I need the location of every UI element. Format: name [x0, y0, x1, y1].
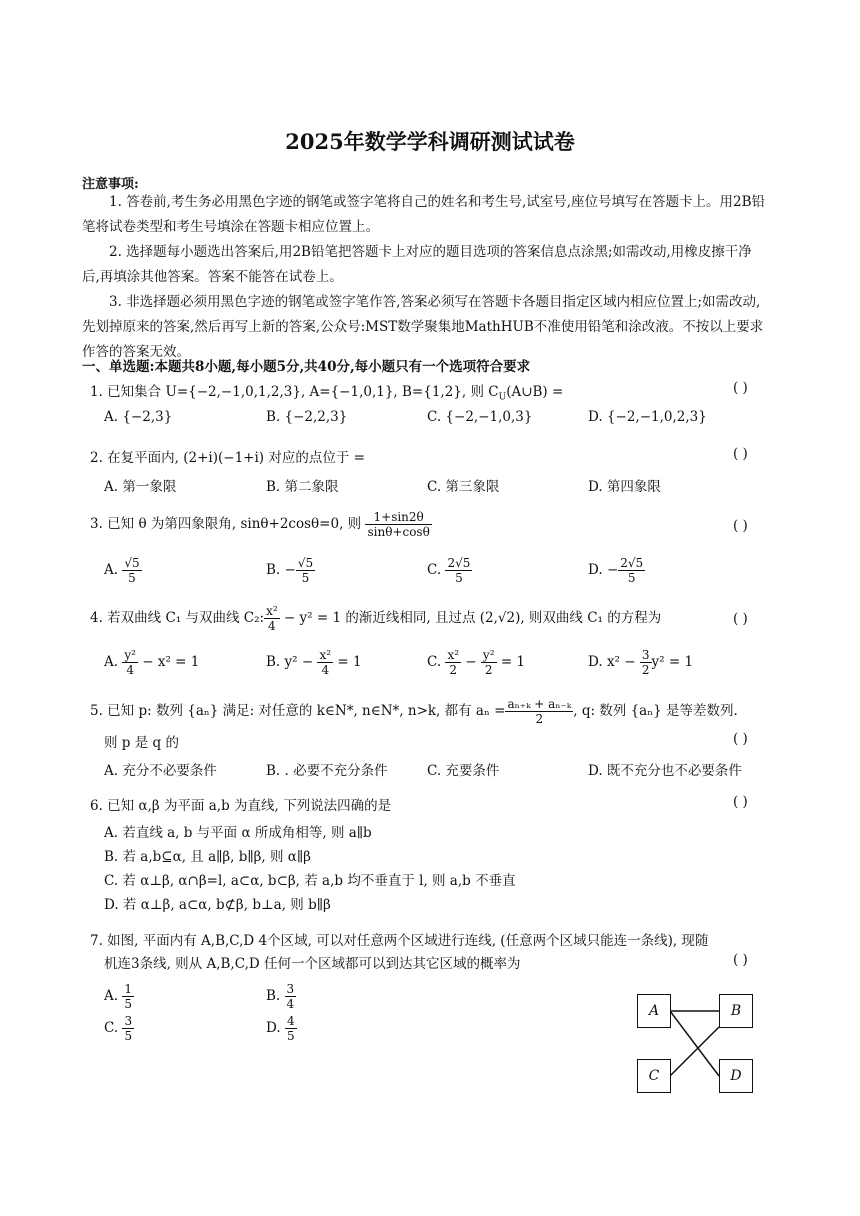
notice-item-1: 1. 答卷前,考生务必用黑色字迹的钢笔或签字笔将自己的姓名和考生号,试室号,座位号填写在答题卡上。用2B铅笔将试卷类型和考生号填涂在答题卡相应位置上。	[82, 194, 766, 235]
answer-bracket: ( )	[733, 518, 748, 534]
edge-a-d	[670, 1011, 719, 1076]
q3-option-d: D. − $\frac{2√5}{5}$	[588, 556, 644, 585]
q2-option-c: C. 第三象限	[427, 479, 500, 495]
q7-option-a: A. $\frac{1}{5}$	[104, 982, 132, 1011]
q4-option-c: C. $\frac{\text{x²}}{2}$ − $\frac{\text{y²}}{2}$ = 1	[427, 648, 526, 677]
page-title: 2025年数学学科调研测试试卷	[285, 129, 575, 154]
q4-option-a: A. $\frac{\text{y²}}{4}$ − x² = 1	[104, 648, 200, 677]
question-6-stem: 6. 已知 α,β 为平面 a,b 为直线, 下列说法四确的是	[90, 798, 392, 814]
question-1-stem: 1. 已知集合 U={−2,−1,0,1,2,3}, A={−1,0,1}, B={1,2}, 则 $C_U(A\cup B)$ =	[90, 384, 564, 403]
answer-bracket: ( )	[733, 952, 748, 968]
q3-option-b: B. − $\frac{√5}{5}$	[266, 556, 314, 585]
question-4-stem: 4. 若双曲线 C₁ 与双曲线 C₂: $\frac{\text{x²}}{4}$ − y² = 1 的渐近线相同, 且过点 (2,√2), 则双曲线 C₁ 的方程为	[90, 604, 662, 633]
q1-option-a: A. {−2,3}	[104, 409, 173, 425]
q6-option-b: B. 若 a,b⊆α, 且 a∥β, b∥β, 则 α∥β	[104, 849, 311, 865]
question-5-line2: 则 p 是 q 的	[104, 735, 179, 751]
question-3-stem: 3. 已知 θ 为第四象限角, sinθ+2cosθ=0, 则 $\frac{1+\sin 2\theta}{\sin\theta+\cos\theta}$	[90, 510, 430, 539]
q3-option-c: C. $\frac{2√5}{5}$	[427, 556, 471, 585]
answer-bracket: ( )	[733, 446, 748, 462]
question-5-stem: 5. 已知 p: 数列 {aₙ} 满足: 对任意的 k∈N*, n∈N*, n>k, 都有 aₙ = $\frac{\text{aₙ₊ₖ + aₙ₋ₖ}}{2}$ , q: 数列 {aₙ} 是等差数列.	[90, 697, 738, 726]
q6-option-d: D. 若 α⊥β, a⊂α, b⊄β, b⊥a, 则 b∥β	[104, 897, 331, 913]
region-d-node: D	[719, 1059, 753, 1093]
q2-option-d: D. 第四象限	[588, 479, 661, 495]
q6-option-a: A. 若直线 a, b 与平面 α 所成角相等, 则 a∥b	[104, 825, 372, 841]
q2-option-a: A. 第一象限	[104, 479, 177, 495]
q6-option-c: C. 若 α⊥β, α∩β=l, a⊂α, b⊂β, 若 a,b 均不垂直于 l, 则 a,b 不垂直	[104, 873, 516, 889]
q2-option-b: B. 第二象限	[266, 479, 339, 495]
q1-option-b: B. {−2,2,3}	[266, 409, 348, 425]
notice-item-3: 3. 非选择题必须用黑色字迹的钢笔或签字笔作答,答案必须写在答题卡各题目指定区域内相应位置上;如需改动,先划掉原来的答案,然后再写上新的答案,公众号:MST数学聚集地MathHUB不准使用铅笔和涂改液。不按以上要求作答的答案无效。	[82, 294, 764, 360]
q7-option-c: C. $\frac{3}{5}$	[104, 1014, 133, 1043]
q5-option-b: B. . 必要不充分条件	[266, 763, 388, 779]
region-c-node: C	[637, 1059, 671, 1093]
q7-option-b: B. $\frac{3}{4}$	[266, 982, 295, 1011]
region-a-node: A	[637, 994, 671, 1028]
q4-option-b: B. y² − $\frac{\text{x²}}{4}$ = 1	[266, 648, 362, 677]
answer-bracket: ( )	[733, 611, 748, 627]
section-heading: 一、单选题:本题共8小题,每小题5分,共40分,每小题只有一个选项符合要求	[82, 359, 531, 375]
q3-option-a: A. $\frac{√5}{5}$	[104, 556, 140, 585]
notice-heading: 注意事项:	[82, 177, 139, 192]
q4-option-d: D. x² − $\frac{3}{2}$ y² = 1	[588, 648, 694, 677]
question-2-stem: 2. 在复平面内, (2+i)(−1+i) 对应的点位于 =	[90, 450, 365, 466]
q5-option-c: C. 充要条件	[427, 763, 500, 779]
answer-bracket: ( )	[733, 731, 748, 747]
question-7-line2: 机连3条线, 则从 A,B,C,D 任何一个区域都可以到达其它区域的概率为	[104, 956, 521, 972]
q7-option-d: D. $\frac{4}{5}$	[266, 1014, 295, 1043]
answer-bracket: ( )	[733, 380, 748, 396]
edge-b-c	[670, 1027, 719, 1076]
q1-option-d: D. {−2,−1,0,2,3}	[588, 409, 707, 425]
region-b-node: B	[719, 994, 753, 1028]
q1-option-c: C. {−2,−1,0,3}	[427, 409, 533, 425]
notice-item-2: 2. 选择题每小题选出答案后,用2B铅笔把答题卡上对应的题目选项的答案信息点涂黑;如需改动,用橡皮擦干净后,再填涂其他答案。答案不能答在试卷上。	[82, 244, 752, 285]
q5-option-d: D. 既不充分也不必要条件	[588, 763, 742, 779]
answer-bracket: ( )	[733, 794, 748, 810]
q5-option-a: A. 充分不必要条件	[104, 763, 217, 779]
question-7-stem: 7. 如图, 平面内有 A,B,C,D 4个区域, 可以对任意两个区域进行连线, (任意两个区域只能连一条线), 现随	[90, 933, 709, 949]
